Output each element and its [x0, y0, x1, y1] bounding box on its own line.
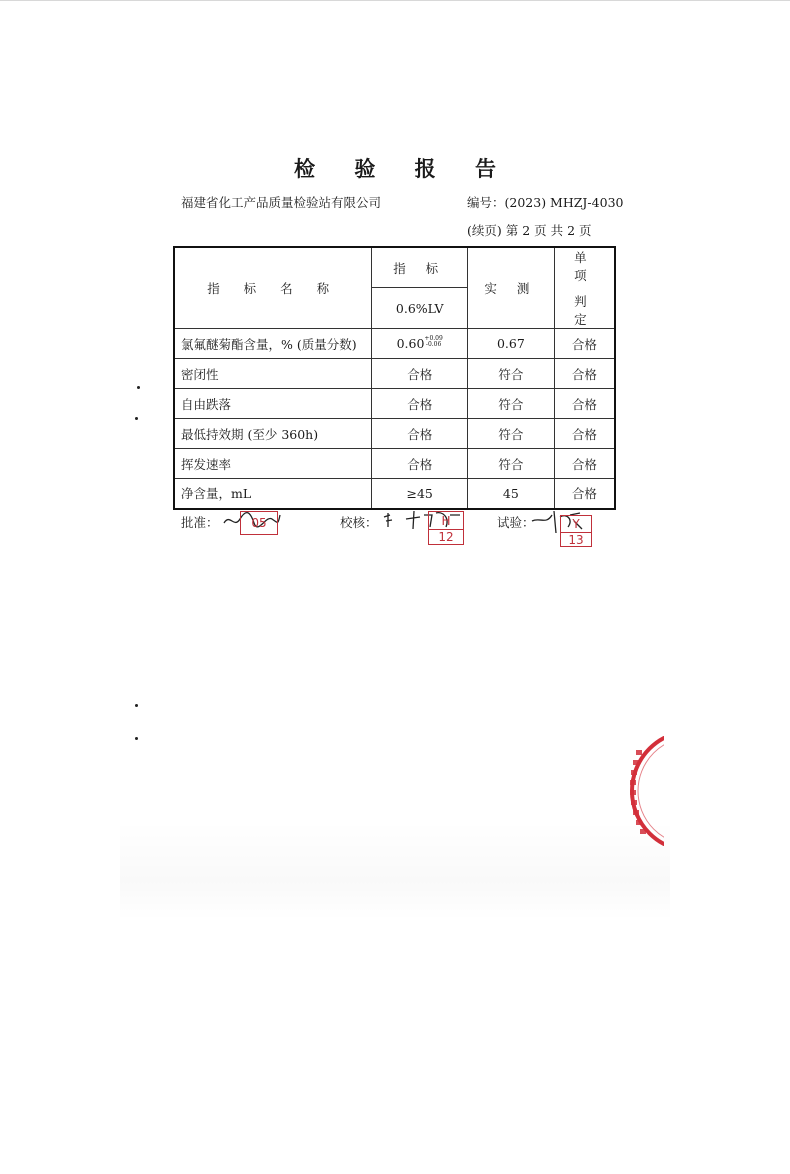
row-measured: 符合	[468, 419, 555, 449]
check-stamp-top: H	[441, 514, 451, 528]
header-judgement	[554, 247, 615, 329]
row-judgement: 合格	[554, 389, 615, 419]
row-indicator: 合格	[372, 389, 468, 419]
binding-mark	[135, 737, 138, 740]
table-row	[174, 479, 615, 509]
table-row	[174, 329, 615, 359]
row-indicator-tol-plus: +0.09	[424, 335, 443, 342]
table-row	[174, 359, 615, 389]
check-stamp-bottom: 12	[429, 529, 463, 543]
test-stamp	[560, 515, 592, 547]
header-judgement-line1: 单 项	[574, 250, 595, 283]
row-judgement: 合格	[554, 479, 615, 509]
check-stamp	[428, 511, 464, 545]
header-indicator: 指 标	[372, 247, 468, 288]
row-name: 净含量，mL	[174, 479, 372, 509]
row-judgement: 合格	[554, 449, 615, 479]
test-label: 试验：	[497, 515, 535, 530]
row-measured: 0.67	[468, 329, 555, 359]
table-row	[174, 389, 615, 419]
row-indicator-tol-minus: -0.06	[425, 341, 442, 348]
row-name: 挥发速率	[174, 449, 372, 479]
row-name: 自由跌落	[174, 389, 372, 419]
page-info: (续页) 第 2 页 共 2 页	[467, 223, 592, 238]
row-indicator: 合格	[372, 359, 468, 389]
row-indicator	[372, 329, 468, 359]
row-indicator: ≥45	[372, 479, 468, 509]
inspection-table	[173, 246, 616, 510]
header-indicator-name: 指 标 名 称	[174, 247, 372, 329]
row-judgement: 合格	[554, 329, 615, 359]
row-indicator-value: 0.60	[396, 336, 425, 351]
row-name: 最低持效期 (至少 360h)	[174, 419, 372, 449]
row-measured: 符合	[468, 389, 555, 419]
check-label: 校核：	[340, 515, 378, 530]
approve-label: 批准：	[181, 515, 219, 530]
row-name: 密闭性	[174, 359, 372, 389]
row-measured: 45	[468, 479, 555, 509]
organization-name: 福建省化工产品质量检验站有限公司	[181, 195, 382, 210]
binding-mark	[135, 704, 138, 707]
header-row	[174, 247, 615, 288]
test-stamp-top: Y	[572, 517, 580, 531]
row-indicator: 合格	[372, 449, 468, 479]
row-judgement: 合格	[554, 359, 615, 389]
header-judgement-line2: 判 定	[574, 294, 595, 327]
row-indicator: 合格	[372, 419, 468, 449]
row-judgement: 合格	[554, 419, 615, 449]
header-measured: 实 测	[468, 247, 555, 329]
row-name: 氯氟醚菊酯含量，% (质量分数)	[174, 329, 372, 359]
table-row	[174, 449, 615, 479]
binding-mark	[135, 417, 138, 420]
page-title: 检 验 报 告	[294, 156, 512, 181]
row-measured: 符合	[468, 359, 555, 389]
binding-mark	[137, 386, 140, 389]
test-stamp-bottom: 13	[561, 532, 591, 546]
table-row	[174, 419, 615, 449]
row-measured: 符合	[468, 449, 555, 479]
scan-shadow	[120, 821, 670, 921]
report-number: 编号：(2023) MHZJ-4030	[467, 195, 624, 210]
approve-stamp: 05	[240, 511, 278, 535]
header-indicator-spec: 0.6%LV	[372, 288, 468, 329]
